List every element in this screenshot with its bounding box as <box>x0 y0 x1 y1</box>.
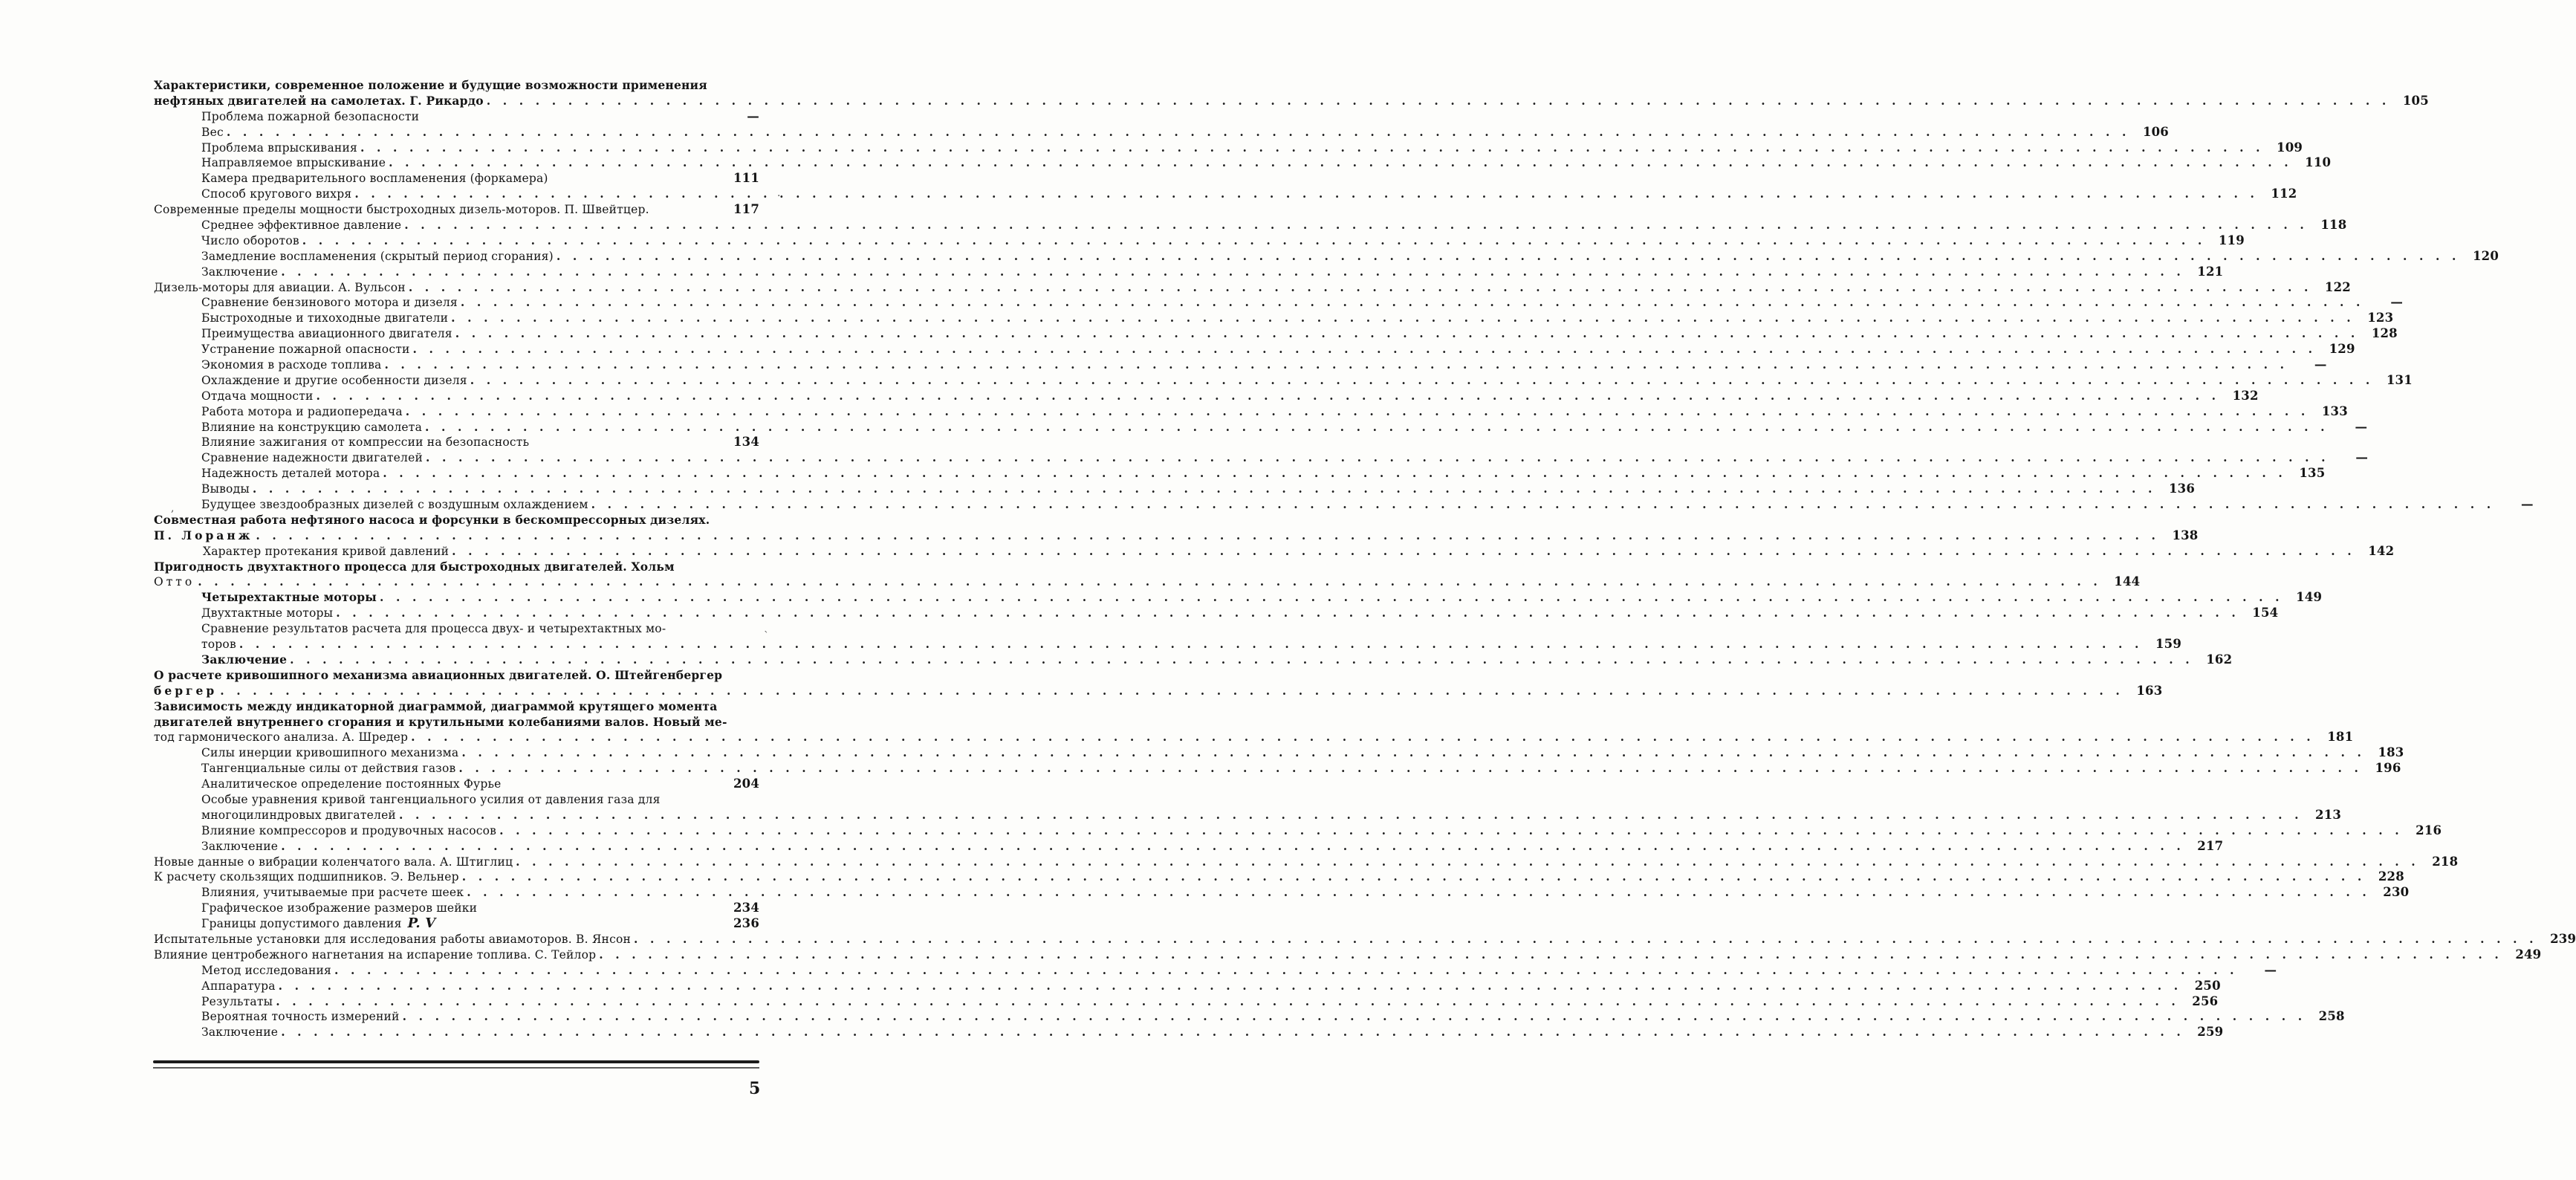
toc-entry-title: Метод исследования <box>201 963 332 977</box>
toc-page-number: — <box>2355 419 2368 434</box>
toc-entry-title: Замедление воспламенения (скрытый период сгорания) <box>201 249 554 263</box>
toc-entry-title: Отто <box>154 575 195 589</box>
toc-entry-title: Графическое изображение размеров шейки <box>201 901 478 915</box>
handwritten-mark: P. V <box>407 915 436 932</box>
toc-page-number: 196 <box>2375 761 2401 776</box>
toc-entry-title: Выводы <box>201 482 250 496</box>
toc-entry <box>154 1025 2224 1040</box>
toc-entry <box>154 78 759 94</box>
toc-page-number: 154 <box>2252 606 2279 620</box>
toc-entry <box>154 823 2442 839</box>
toc-entry-title: Современные пределы мощности быстроходных дизель-моторов. П. Швейтцер. <box>154 203 649 217</box>
toc-entry <box>154 854 2459 870</box>
page-number: 5 <box>749 1079 761 1098</box>
toc-entry-title: Влияние центробежного нагнетания на испарение топлива. С. Тейлор <box>154 947 597 962</box>
toc-page-number: 132 <box>2232 388 2259 403</box>
toc-entry-title: Двухтактные моторы <box>201 606 334 620</box>
toc-entry <box>154 621 759 637</box>
toc-page-number: — <box>2314 357 2327 372</box>
toc-entry-title: Устранение пожарной опасности <box>201 343 410 357</box>
toc-entry <box>154 419 2368 435</box>
toc-entry <box>154 838 2224 855</box>
toc-entry <box>154 202 759 218</box>
toc-entry <box>154 962 2277 979</box>
toc-entry <box>154 699 759 715</box>
toc-entry-title: Среднее эффективное давление <box>201 218 402 232</box>
toc-page-number: 228 <box>2378 869 2404 884</box>
toc-entry-title: Сравнение результатов расчета для процесса двух- и четырехтактных мо- <box>201 622 666 636</box>
toc-entry-title: Способ кругового вихря <box>201 187 352 201</box>
toc-entry-title: Четырехтактные моторы <box>201 590 377 605</box>
toc-entry-title: нефтяных двигателей на самолетах. Г. Рикардо <box>154 93 484 108</box>
toc-page-number: 216 <box>2416 823 2442 837</box>
toc-page-number: 234 <box>733 901 759 915</box>
toc-entry-title: Влияние на конструкцию самолета <box>201 420 423 434</box>
toc-page-number: 133 <box>2321 403 2348 418</box>
toc-page-number: 136 <box>2168 482 2195 496</box>
toc-entry-title: Границы допустимого давления <box>201 917 402 931</box>
toc-entry-title: Сравнение надежности двигателей <box>201 451 423 465</box>
toc-entry <box>154 109 759 125</box>
toc-page-number: 217 <box>2197 838 2224 853</box>
toc-entry-title: Преимущества авиационного двигателя <box>201 327 452 341</box>
toc-entry <box>154 885 2410 901</box>
toc-entry-title: Надежность деталей мотора <box>201 467 380 481</box>
toc-page-number: — <box>2521 497 2534 512</box>
toc-page-number: 218 <box>2432 854 2459 869</box>
toc-page-number: 249 <box>2515 947 2542 962</box>
toc-entry-title: Совместная работа нефтяного насоса и форсунки в бескомпрессорных дизелях. <box>154 512 710 527</box>
toc-entry-title: Заключение <box>201 652 288 667</box>
toc-page-number: 159 <box>2155 637 2182 652</box>
toc-entry-title: Новые данные о вибрации коленчатого вала. А. Штиглиц <box>154 855 513 869</box>
toc-entry <box>154 1009 2345 1025</box>
toc-entry <box>154 745 2404 761</box>
toc-entry <box>154 233 2245 249</box>
toc-entry <box>154 357 2327 373</box>
toc-entry-title: многоцилиндровых двигателей <box>201 808 396 822</box>
toc-page-number: 256 <box>2192 993 2219 1008</box>
bottom-rule-thin <box>153 1067 759 1069</box>
toc-entry <box>154 372 2413 389</box>
toc-entry <box>154 947 2542 963</box>
toc-entry <box>154 528 2199 544</box>
toc-page-number: 163 <box>2136 683 2163 698</box>
toc-page-number: 118 <box>2320 218 2347 232</box>
toc-entry <box>154 264 2224 280</box>
toc-page-number: — <box>2390 295 2404 310</box>
toc-page-number: 135 <box>2299 466 2326 481</box>
toc-page-number: 134 <box>733 435 759 450</box>
toc-page-number: 183 <box>2378 745 2404 760</box>
toc-entry <box>154 513 759 528</box>
toc-entry-title: Аналитическое определение постоянных Фурье <box>201 777 502 791</box>
toc-entry <box>154 931 2576 947</box>
print-speck: ` <box>764 630 769 642</box>
toc-page-number: 122 <box>2324 279 2351 294</box>
toc-entry <box>154 574 2141 591</box>
toc-entry-title: Вес <box>201 125 224 139</box>
toc-entry <box>154 124 2169 140</box>
toc-entry <box>154 590 2323 606</box>
toc-entry <box>154 295 2404 311</box>
toc-entry-title: Тангенциальные силы от действия газов <box>201 762 456 776</box>
toc-entry <box>154 652 2233 668</box>
toc-page-number: 236 <box>733 916 759 931</box>
toc-entry <box>154 916 759 932</box>
print-speck: , <box>171 502 175 514</box>
toc-page-number: 110 <box>2305 155 2332 170</box>
toc-entry <box>154 311 2394 326</box>
toc-page-number: 120 <box>2472 248 2499 263</box>
toc-entry-title: П. Лоранж <box>154 528 253 542</box>
toc-entry-title: Быстроходные и тихоходные двигатели <box>201 311 449 325</box>
toc-entry-title: Испытательные установки для исследования работы авиамоторов. В. Янсон <box>154 932 632 946</box>
toc-entry-title: Влияние зажигания от компрессии на безопасность <box>201 435 530 450</box>
toc-page-number: 128 <box>2371 326 2398 341</box>
toc-page-number: 250 <box>2194 978 2221 993</box>
toc-entry <box>154 93 2429 109</box>
toc-entry-title: Заключение <box>201 265 279 279</box>
toc-entry-title: Направляемое впрыскивание <box>201 156 386 170</box>
toc-page-number: 119 <box>2218 233 2245 247</box>
toc-entry-title: тод гармонического анализа. А. Шредер <box>154 730 409 745</box>
toc-entry-title: торов <box>201 638 236 652</box>
toc-entry-title: Зависимость между индикаторной диаграммой, диаграммой крутящего момента <box>154 698 718 713</box>
toc-entry-title: Характеристики, современное положение и будущие возможности применения <box>154 77 707 92</box>
toc-entry-title: двигателей внутреннего сгорания и крутильными колебаниями валов. Новый ме- <box>154 714 727 729</box>
toc-page-number: 149 <box>2296 590 2323 605</box>
toc-page-number: 109 <box>2277 140 2303 155</box>
toc-entry <box>154 869 2404 885</box>
toc-entry-title: Влияния, учитываемые при расчете шеек <box>201 886 464 900</box>
toc-entry-title: Заключение <box>201 1025 279 1040</box>
toc-entry <box>154 560 759 575</box>
bottom-rule <box>153 1060 759 1063</box>
toc-entry <box>154 248 2499 265</box>
toc-entry <box>154 435 759 450</box>
toc-entry-title: Работа мотора и радиопередача <box>201 404 403 418</box>
toc-entry-title: О расчете кривошипного механизма авиационных двигателей. О. Штейгенбергер <box>154 667 723 682</box>
toc-entry <box>154 187 2297 202</box>
toc-entry <box>154 777 759 792</box>
toc-page-number: 259 <box>2197 1025 2224 1040</box>
toc-page-number: 144 <box>2114 574 2141 589</box>
toc-page-number: 230 <box>2383 885 2410 900</box>
toc-entry-title: Камера предварительного воспламенения (форкамера) <box>201 172 548 186</box>
toc-entry-title: Результаты <box>201 994 273 1008</box>
toc-entry <box>154 497 2534 513</box>
toc-page-number: — <box>2355 450 2369 465</box>
toc-page-number: 162 <box>2206 652 2233 667</box>
toc-entry-title: Аппаратура <box>201 979 276 993</box>
toc-entry <box>154 606 2279 621</box>
toc-page-number: 129 <box>2329 342 2355 357</box>
toc-entry <box>154 715 759 730</box>
toc-entry-title: Дизель-моторы для авиации. А. Вульсон <box>154 280 406 294</box>
toc-page-number: 181 <box>2327 730 2354 745</box>
toc-entry <box>154 155 2332 171</box>
toc-entry <box>154 140 2303 156</box>
toc-entry <box>154 978 2221 994</box>
toc-entry-title: Особые уравнения кривой тангенциального усилия от давления газа для <box>201 792 661 806</box>
toc-entry-title: Проблема пожарной безопасности <box>201 109 420 123</box>
toc-entry <box>154 761 2401 777</box>
toc-page-number: 117 <box>733 202 759 217</box>
toc-page-number: 112 <box>2271 187 2297 201</box>
toc-page-number: 258 <box>2318 1009 2345 1024</box>
toc-entry <box>154 637 2182 652</box>
toc-page-number: 105 <box>2402 93 2429 108</box>
toc-page-number: 106 <box>2142 124 2169 139</box>
toc-page-number: — <box>2264 962 2277 977</box>
toc-entry-title: Число оборотов <box>201 233 299 247</box>
print-speck: · <box>777 190 781 202</box>
toc-entry-title: Влияние компрессоров и продувочных насосов <box>201 823 497 837</box>
toc-entry <box>154 450 2369 466</box>
toc-page-number: 131 <box>2386 372 2413 387</box>
toc-entry-title: К расчету скользящих подшипников. Э. Вельнер <box>154 870 459 884</box>
toc-entry <box>154 279 2351 296</box>
toc-entry <box>154 388 2259 404</box>
toc-entry-title: Экономия в расходе топлива <box>201 358 382 372</box>
toc-entry <box>154 342 2355 357</box>
toc-entry-title: Охлаждение и другие особенности дизеля <box>201 373 467 387</box>
toc-entry-title: бергер <box>154 683 218 698</box>
toc-entry <box>154 730 2354 745</box>
toc-entry <box>154 466 2326 482</box>
toc-entry-title: Сравнение бензинового мотора и дизеля <box>201 296 458 310</box>
toc-entry <box>154 792 759 808</box>
toc-page-number: 204 <box>733 777 759 791</box>
toc-entry-title: Пригодность двухтактного процесса для быстроходных двигателей. Хольм <box>154 559 675 574</box>
toc-page-number: 213 <box>2315 807 2342 822</box>
toc-entry <box>154 326 2398 342</box>
toc-page-number: 142 <box>2368 543 2395 558</box>
toc-entry-title: Проблема впрыскивания <box>201 140 357 155</box>
table-of-contents <box>154 77 2576 1040</box>
toc-page-number: 121 <box>2197 264 2224 279</box>
toc-entry <box>154 171 759 187</box>
toc-entry-title: Будущее звездообразных дизелей с воздушным охлаждением <box>201 498 588 512</box>
toc-entry <box>154 993 2219 1010</box>
toc-entry <box>154 668 759 684</box>
toc-entry <box>154 683 2163 699</box>
toc-entry <box>154 218 2347 233</box>
toc-entry <box>154 901 759 916</box>
toc-entry <box>154 482 2195 497</box>
toc-entry-title: Заключение <box>201 839 279 853</box>
toc-page-number: — <box>747 108 759 123</box>
toc-entry <box>154 403 2348 420</box>
toc-page-number: 138 <box>2172 528 2199 542</box>
toc-page-number: 111 <box>733 171 759 186</box>
toc-entry <box>154 543 2395 560</box>
toc-entry-title: Силы инерции кривошипного механизма <box>201 746 459 760</box>
toc-entry <box>154 807 2342 823</box>
toc-entry-title: Отдача мощности <box>201 389 314 403</box>
toc-page-number: 239 <box>2550 931 2576 946</box>
toc-page-number: 123 <box>2367 311 2394 325</box>
toc-entry-title: Характер протекания кривой давлений <box>203 544 450 558</box>
toc-entry-title: Вероятная точность измерений <box>201 1010 400 1024</box>
